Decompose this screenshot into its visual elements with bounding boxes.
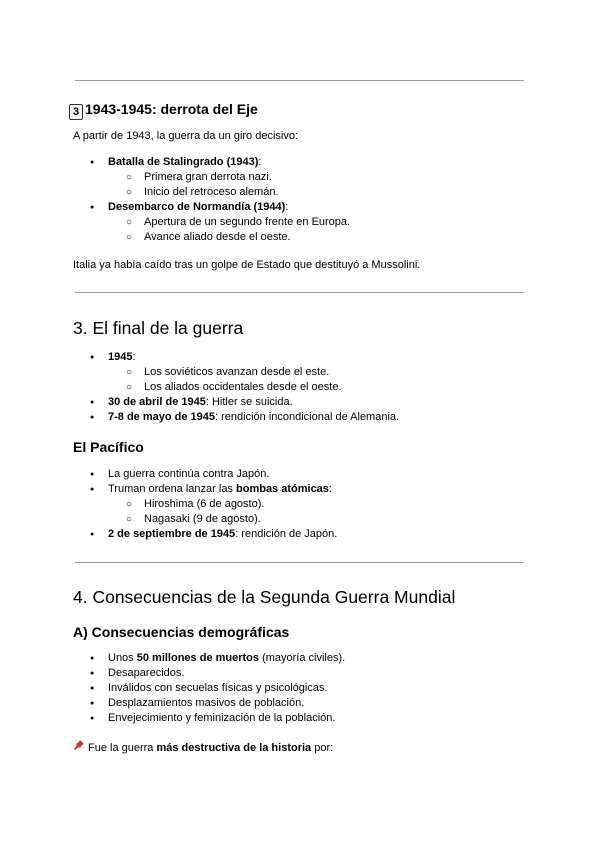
horizontal-rule <box>75 80 524 81</box>
list-item: ● Desplazamientos masivos de población. <box>73 696 345 711</box>
list-subitem: ○ Primera gran derrota nazi. <box>73 170 350 185</box>
list-item: ● Truman ordena lanzar las bombas atómicas: <box>73 482 337 497</box>
list-subitem: ○ Los aliados occidentales desde el oeste. <box>73 380 399 395</box>
list-item: ● Inválidos con secuelas físicas y psicológicas. <box>73 681 345 696</box>
list-item: ● 30 de abril de 1945: Hitler se suicida. <box>73 395 399 410</box>
list-subitem: ○ Avance aliado desde el oeste. <box>73 230 350 245</box>
list-subitem: ○ Hiroshima (6 de agosto). <box>73 497 337 512</box>
list-item: ● Desaparecidos. <box>73 666 345 681</box>
subheading-demographic: A) Consecuencias demográficas <box>73 624 290 640</box>
intro-paragraph: A partir de 1943, la guerra da un giro decisivo: <box>73 130 299 142</box>
list-subitem: ○ Inicio del retroceso alemán. <box>73 185 350 200</box>
list-subitem: ○ Los soviéticos avanzan desde el este. <box>73 365 399 380</box>
list-item: ● La guerra continúa contra Japón. <box>73 467 337 482</box>
horizontal-rule <box>75 562 524 563</box>
axis-defeat-list <box>73 155 350 245</box>
end-of-war-list <box>73 350 399 425</box>
list-item: ● Desembarco de Normandía (1944): <box>73 200 350 215</box>
list-item: ● 2 de septiembre de 1945: rendición de Japón. <box>73 527 337 542</box>
heading-text: 1943-1945: derrota del Eje <box>85 101 258 117</box>
italy-paragraph: Italia ya había caído tras un golpe de Estado que destituyó a Mussolini. <box>73 259 421 271</box>
list-item: ● Batalla de Stalingrado (1943): <box>73 155 350 170</box>
list-item: ● Unos 50 millones de muertos (mayoría civiles). <box>73 651 345 666</box>
keycap-number-icon: 3 <box>69 104 83 120</box>
subheading-pacific: El Pacífico <box>73 439 144 455</box>
list-item: ● Envejecimiento y feminización de la población. <box>73 711 345 726</box>
demographic-list <box>73 651 345 726</box>
section-heading-consequences: 4. Consecuencias de la Segunda Guerra Mundial <box>73 587 456 607</box>
list-subitem: ○ Apertura de un segundo frente en Europa. <box>73 215 350 230</box>
list-item: ● 1945: <box>73 350 399 365</box>
destructive-paragraph: Fue la guerra más destructiva de la historia por: <box>73 739 333 754</box>
list-subitem: ○ Nagasaki (9 de agosto). <box>73 512 337 527</box>
section-heading-end-of-war: 3. El final de la guerra <box>73 318 244 338</box>
pushpin-icon <box>73 739 85 754</box>
pacific-list <box>73 467 337 542</box>
list-item: ● 7-8 de mayo de 1945: rendición incondicional de Alemania. <box>73 410 399 425</box>
section-heading-axis-defeat <box>69 101 258 120</box>
horizontal-rule <box>75 292 524 293</box>
